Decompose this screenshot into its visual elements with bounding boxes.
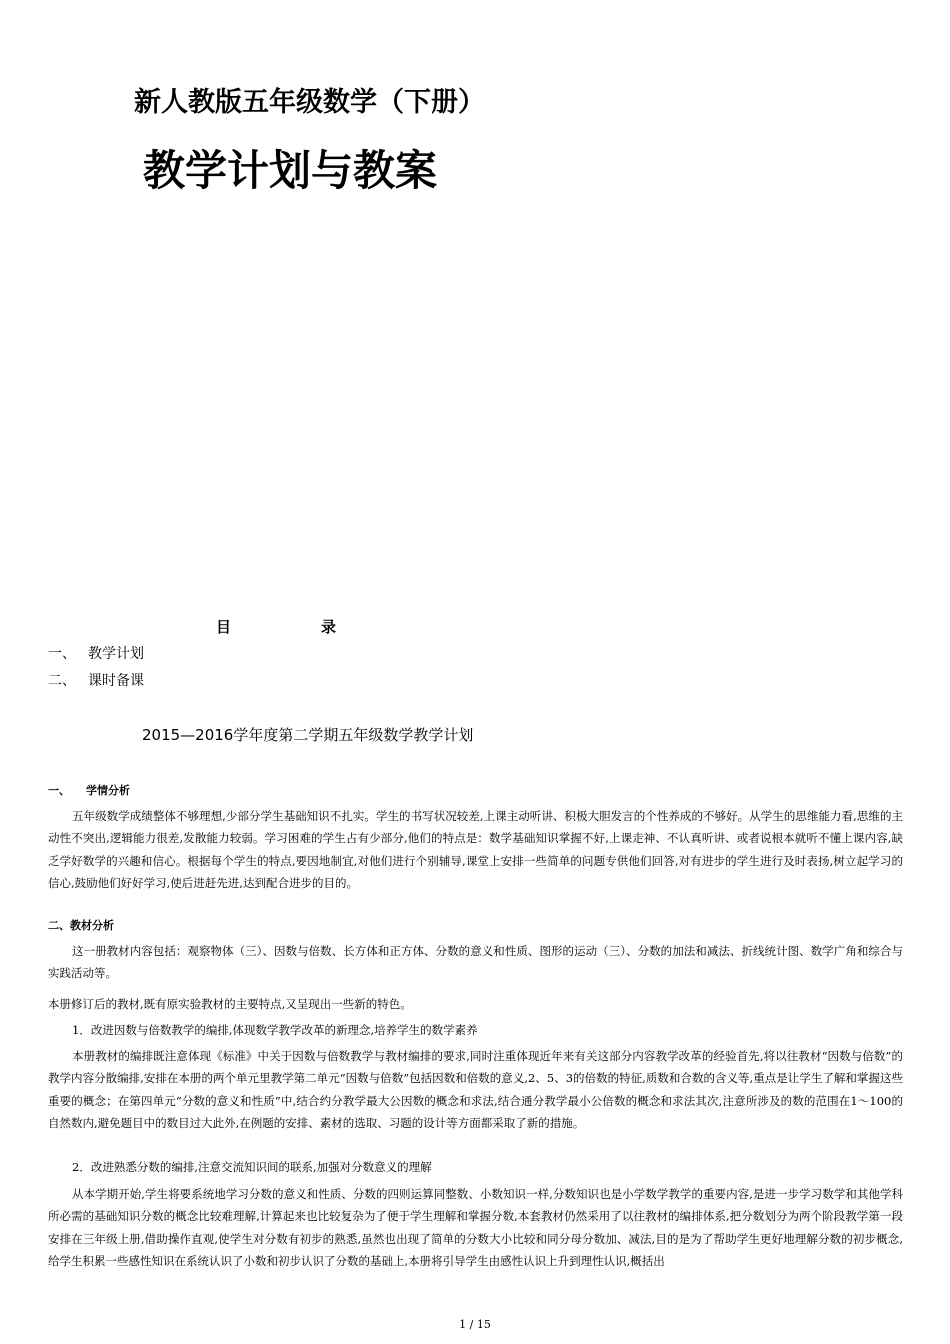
paragraph-textbook-contents: 这一册教材内容包括：观察物体（三）、因数与倍数、长方体和正方体、分数的意义和性质、图形的运动（三）、分数的加法和减法、折线统计图、数学广角和综合与实践活动等。 xyxy=(48,944,903,981)
toc-item-plan xyxy=(48,644,144,664)
toc-heading-part2: 录 xyxy=(321,618,337,636)
paragraph-item1-body: 本册教材的编排既注意体现《标准》中关于因数与倍数教学与教材编排的要求,同时注重体现近年来有关这部分内容教学改革的经验首先,将以往教材“因数与倍数”的教学内容分散编排,安排在本册的两个单元里教学第二单元“因数与倍数”包括因数和倍数的意义,2、5、3的倍数的特征,质数和合数的含义等,重点是让学生了解和掌握这些重要的概念；在第四单元“分数的意义和性质”中,结合约分教学最大公因数的概念和求法,结合通分教学最小公倍数的概念和求法其次,注意所涉及的数的范围在1～100的自然数内,避免题目中的数目过大此外,在例题的安排、素材的选取、习题的设计等方面都采取了新的措施。 xyxy=(48,1049,903,1131)
toc-heading-part1: 目 xyxy=(216,618,232,636)
toc-heading xyxy=(216,617,336,637)
section-heading-textbook-analysis: 二、教材分析 xyxy=(48,919,114,932)
paragraph-item1-heading: 1．改进因数与倍数教学的编排,体现数学教学改革的新理念,培养学生的数学素养 xyxy=(72,1023,478,1037)
toc-item-number: 一、 xyxy=(48,646,76,662)
paragraph-textbook-features: 本册修订后的教材,既有原实验教材的主要特点,又呈现出一些新的特色。 xyxy=(48,997,412,1011)
document-title: 新人教版五年级数学（下册） xyxy=(134,87,485,118)
page-number: 1 / 15 xyxy=(459,1318,491,1331)
toc-item-number: 二、 xyxy=(48,673,76,689)
plan-title: 2015—2016学年度第二学期五年级数学教学计划 xyxy=(142,726,474,744)
toc-item-label: 教学计划 xyxy=(88,646,144,662)
paragraph-student-analysis: 五年级数学成绩整体不够理想,少部分学生基础知识不扎实。学生的书写状况较差,上课主动听讲、积极大胆发言的个性养成的不够好。从学生的思维能力看,思维的主动性不突出,逻辑能力很差,发散能力较弱。学习困难的学生占有少部分,他们的特点是：数学基础知识掌握不好,上课走神、不认真听讲、或者说根本就听不懂上课内容,缺乏学好数学的兴趣和信心。根据每个学生的特点,要因地制宜,对他们进行个别辅导,课堂上安排一些简单的问题专供他们回答,对有进步的学生进行及时表扬,树立起学习的信心,鼓励他们好好学习,使后进赶先进,达到配合进步的目的。 xyxy=(48,809,903,891)
section-heading-student-analysis xyxy=(48,783,130,799)
section-number: 一、 xyxy=(48,784,70,797)
paragraph-item2-body: 从本学期开始,学生将要系统地学习分数的意义和性质、分数的四则运算同整数、小数知识一样,分数知识也是小学数学教学的重要内容,是进一步学习数学和其他学科所必需的基础知识分数的概念比较难理解,计算起来也比较复杂为了便于学生理解和掌握分数,本套教材仍然采用了以往教材的编排体系,把分数划分为两个阶段教学第一段安排在三年级上册,借助操作直观,使学生对分数有初步的熟悉,虽然也出现了简单的分数大小比较和同分母分数加、减法,目的是为了帮助学生更好地理解分数的初步概念,给学生积累一些感性知识在系统认识了小数和初步认识了分数的基础上,本册将引导学生由感性认识上升到理性认识,概括出 xyxy=(48,1187,903,1269)
paragraph-item2-heading: 2．改进熟悉分数的编排,注意交流知识间的联系,加强对分数意义的理解 xyxy=(72,1160,432,1174)
toc-item-label: 课时备课 xyxy=(88,673,144,689)
toc-item-lessons xyxy=(48,671,144,691)
section-title: 学情分析 xyxy=(86,784,130,797)
document-subtitle: 教学计划与教案 xyxy=(143,146,438,195)
